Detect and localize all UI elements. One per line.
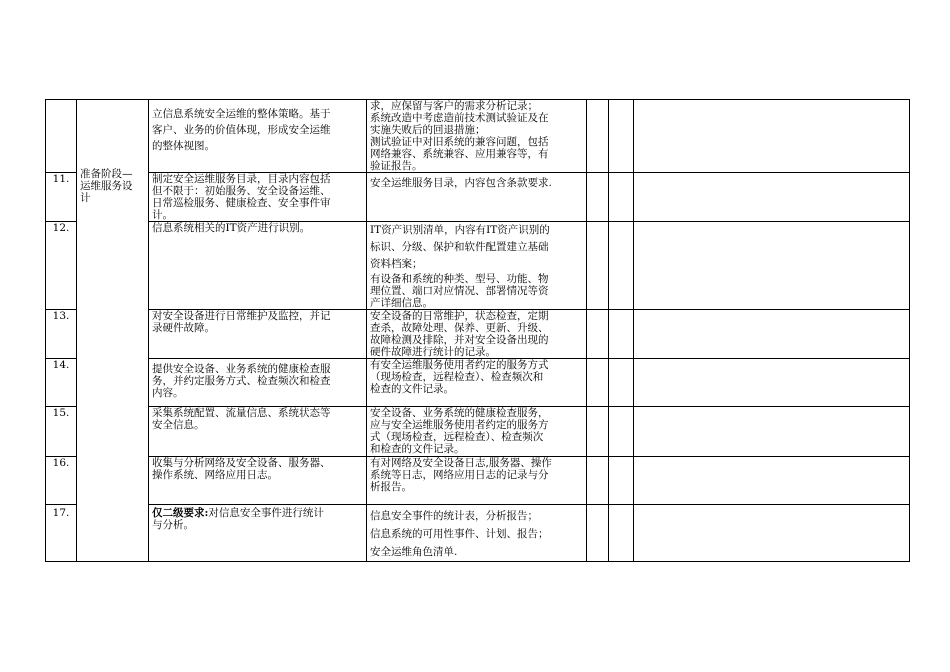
- check-cell: [587, 505, 609, 562]
- evidence-text: 安全运维角色清单.: [370, 546, 458, 558]
- evidence-text: 应与安全运维服务使用者约定的服务方: [370, 419, 549, 431]
- requirement-cell: [149, 100, 367, 173]
- evidence-text: 标识、分级、保护和软件配置建立基础: [370, 241, 549, 253]
- check-cell: [609, 100, 634, 173]
- evidence-text: 理位置、端口对应情况、部署情况等资: [370, 285, 549, 297]
- evidence-cell: [367, 407, 587, 457]
- requirement-text: 提供安全设备、业务系统的健康检查服: [152, 363, 331, 375]
- remarks-cell: [634, 457, 910, 505]
- row-number: 17.: [46, 505, 77, 562]
- check-cell: [587, 457, 609, 505]
- requirement-level-label: 仅二级要求:: [152, 507, 209, 519]
- remarks-cell: [634, 359, 910, 407]
- evidence-text: 资料档案；: [370, 258, 423, 270]
- check-cell: [609, 173, 634, 222]
- evidence-text: 有设备和系统的种类、型号、功能、物: [370, 273, 549, 285]
- requirement-cell: [149, 457, 367, 505]
- phase-cell: [77, 100, 149, 562]
- evidence-text: 析报告。: [370, 481, 412, 493]
- requirement-cell: [149, 310, 367, 359]
- table-row: [46, 100, 910, 173]
- requirement-text: 但不限于：初始服务、安全设备运维、: [152, 185, 331, 197]
- table-row: [46, 173, 910, 222]
- check-cell: [609, 457, 634, 505]
- requirement-cell: [149, 407, 367, 457]
- requirement-text: 录硬件故障。: [152, 322, 215, 334]
- row-number: 16.: [46, 457, 77, 505]
- table-row: [46, 505, 910, 562]
- requirement-text: 收集与分析网络及安全设备、服务器、: [152, 457, 331, 469]
- evidence-text: 故障检测及排除，并对安全设备出现的: [370, 334, 549, 346]
- evidence-text: 式（现场检查，远程检查）、检查频次: [370, 431, 544, 443]
- phase-label: 计: [80, 192, 91, 204]
- evidence-cell: [367, 100, 587, 173]
- check-cell: [587, 100, 609, 173]
- evidence-text: （现场检查，远程检查）、检查频次和: [370, 371, 544, 383]
- table-row: [46, 359, 910, 407]
- remarks-cell: [634, 310, 910, 359]
- evidence-text: 实施失败后的回退措施；: [370, 124, 486, 136]
- evidence-text: 测试验证中对旧系统的兼容问题，包括: [370, 136, 549, 148]
- check-cell: [609, 505, 634, 562]
- evidence-cell: [367, 457, 587, 505]
- check-cell: [609, 310, 634, 359]
- requirement-cell: [149, 222, 367, 310]
- evidence-text: 系统等日志，网络应用日志的记录与分: [370, 469, 549, 481]
- row-number: 12.: [46, 222, 77, 310]
- remarks-cell: [634, 100, 910, 173]
- row-number: 13.: [46, 310, 77, 359]
- evidence-text: 和检查的文件记录。: [370, 443, 465, 455]
- row-number: 14.: [46, 359, 77, 407]
- requirements-table: [45, 99, 910, 562]
- table-row: [46, 457, 910, 505]
- requirement-text: 对信息安全事件进行统计: [208, 507, 324, 519]
- evidence-cell: [367, 173, 587, 222]
- requirement-text: 的整体视图。: [152, 140, 215, 152]
- evidence-text: 产详细信息。: [370, 297, 433, 309]
- evidence-text: 信息安全事件的统计表，分析报告；: [370, 510, 538, 522]
- requirement-cell: [149, 505, 367, 562]
- row-number: [46, 100, 77, 173]
- row-number: 11.: [46, 173, 77, 222]
- evidence-text: 系统改造中考虑造前技术测试验证及在: [370, 112, 549, 124]
- check-cell: [609, 222, 634, 310]
- check-cell: [587, 222, 609, 310]
- requirement-text: 客户、业务的价值体现，形成安全运维: [152, 124, 331, 136]
- check-cell: [587, 359, 609, 407]
- check-cell: [609, 407, 634, 457]
- requirement-text: 内容。: [152, 387, 184, 399]
- evidence-text: 硬件故障进行统计的记录。: [370, 346, 496, 358]
- evidence-cell: [367, 505, 587, 562]
- evidence-text: IT资产识别清单，内容有IT资产识别的: [370, 224, 550, 236]
- evidence-text: 信息系统的可用性事件、计划、报告；: [370, 528, 549, 540]
- phase-label: 准备阶段—: [80, 168, 133, 180]
- requirement-text: 对安全设备进行日常维护及监控，并记: [152, 310, 331, 322]
- evidence-text: 求，应保留与客户的需求分析记录；: [370, 100, 538, 112]
- requirement-text: 操作系统、网络应用日志。: [152, 469, 278, 481]
- requirement-cell: [149, 359, 367, 407]
- check-cell: [587, 407, 609, 457]
- evidence-text: 安全设备的日常维护，状态检查，定期: [370, 310, 549, 322]
- phase-label: 运维服务设: [80, 180, 133, 192]
- requirement-text: 日常巡检服务、健康检查、安全事件审: [152, 197, 331, 209]
- evidence-text: 验证报告。: [370, 160, 423, 172]
- evidence-cell: [367, 359, 587, 407]
- remarks-cell: [634, 407, 910, 457]
- requirement-text: 制定安全运维服务目录，目录内容包括: [152, 173, 331, 185]
- requirement-text: 与分析。: [152, 519, 194, 531]
- evidence-text: 检查的文件记录。: [370, 383, 454, 395]
- evidence-text: 网络兼容、系统兼容、应用兼容等，有: [370, 148, 549, 160]
- evidence-cell: [367, 222, 587, 310]
- requirement-text: 采集系统配置、流量信息、系统状态等: [152, 407, 331, 419]
- requirement-cell: [149, 173, 367, 222]
- evidence-text: 查杀，故障处理、保养、更新、升级、: [370, 322, 549, 334]
- requirement-text: 安全信息。: [152, 419, 205, 431]
- evidence-text: 有安全运维服务使用者约定的服务方式: [370, 359, 549, 371]
- row-number: 15.: [46, 407, 77, 457]
- table-row: [46, 222, 910, 310]
- requirement-text: 信息系统相关的IT资产进行识别。: [152, 222, 311, 234]
- evidence-text: 有对网络及安全设备日志,服务器、操作: [370, 457, 552, 469]
- requirement-text: 务，并约定服务方式、检查频次和检查: [152, 375, 331, 387]
- requirement-text: 计。: [152, 209, 173, 221]
- check-cell: [609, 359, 634, 407]
- evidence-text: 安全运维服务目录，内容包含条款要求.: [370, 177, 552, 189]
- remarks-cell: [634, 173, 910, 222]
- check-cell: [587, 173, 609, 222]
- evidence-text: 安全设备、业务系统的健康检查服务，: [370, 407, 549, 419]
- requirement-text: 立信息系统安全运维的整体策略。基于: [152, 108, 331, 120]
- remarks-cell: [634, 505, 910, 562]
- table-row: [46, 310, 910, 359]
- evidence-cell: [367, 310, 587, 359]
- table-row: [46, 407, 910, 457]
- remarks-cell: [634, 222, 910, 310]
- check-cell: [587, 310, 609, 359]
